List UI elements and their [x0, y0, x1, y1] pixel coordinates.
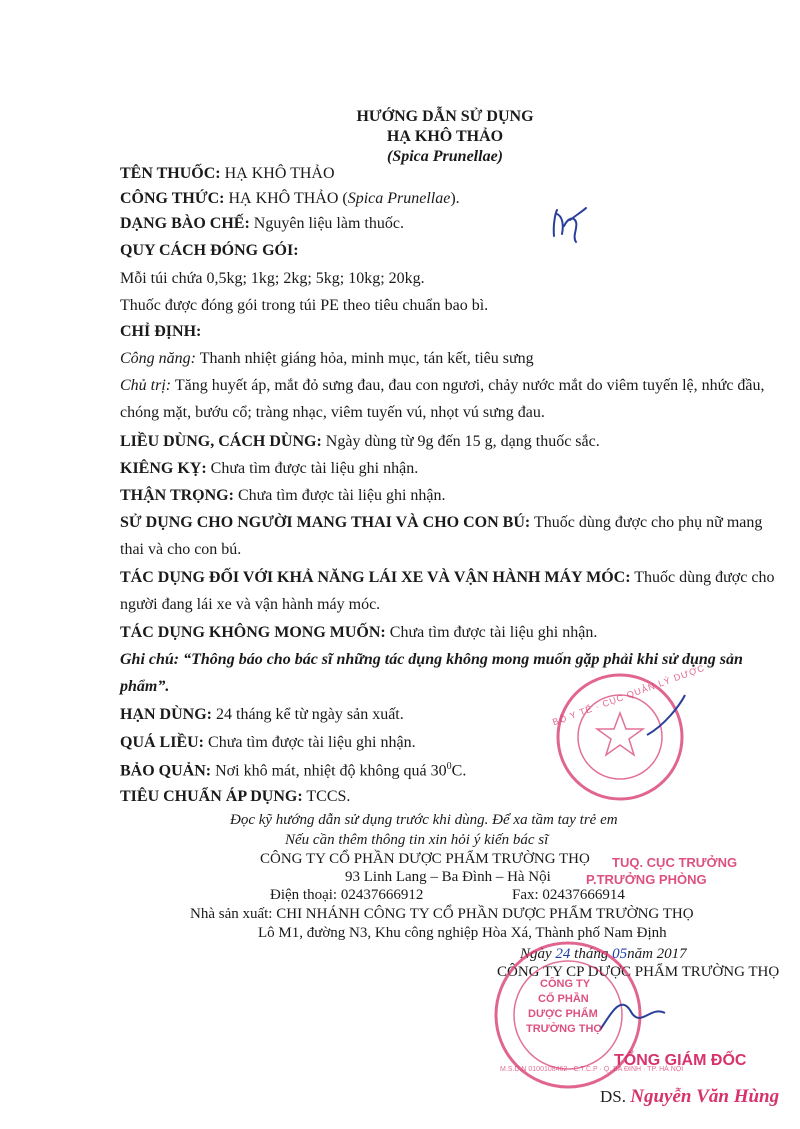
bao-quan-value: Nơi khô mát, nhiệt độ không quá 30 — [211, 762, 447, 780]
chi-dinh-label: CHỈ ĐỊNH: — [120, 323, 202, 340]
han-dung-label: HẠN DÙNG: — [120, 706, 212, 723]
ghi-chu-label: Ghi chú: — [120, 651, 180, 668]
kieng-ky-row — [120, 460, 780, 478]
warning-line1: Đọc kỹ hướng dẫn sử dụng trước khi dùng. Để xa tầm tay trẻ em — [230, 812, 618, 828]
dang-bao-che-row — [120, 215, 780, 233]
quy-cach-row — [120, 242, 780, 260]
signer-prefix: DS. — [600, 1087, 631, 1106]
chu-tri-value1: Tăng huyết áp, mắt đỏ sưng đau, đau con ngươi, chảy nước mắt do viêm tuyến lệ, nhức đầu, — [171, 377, 765, 394]
ten-thuoc-value: HẠ KHÔ THẢO — [220, 165, 335, 182]
ministry-stamp — [535, 662, 707, 810]
ten-thuoc-label: TÊN THUỐC: — [120, 165, 221, 182]
cong-thuc-value: HẠ KHÔ THẢO ( — [224, 190, 348, 207]
lai-xe-line2: người đang lái xe và vận hành máy móc. — [120, 596, 381, 613]
company-name: CÔNG TY CỔ PHẦN DƯỢC PHẨM TRƯỜNG THỌ — [260, 851, 590, 867]
mang-thai-value1: Thuốc dùng được cho phụ nữ mang — [530, 514, 763, 531]
khong-mong-muon-row — [120, 624, 780, 642]
than-trong-label: THẬN TRỌNG: — [120, 487, 234, 504]
lai-xe-label: TÁC DỤNG ĐỐI VỚI KHẢ NĂNG LÁI XE VÀ VẬN HÀNH MÁY MÓC: — [120, 569, 631, 586]
cong-nang-value: Thanh nhiệt giáng hỏa, minh mục, tán kết, tiêu sưng — [196, 350, 534, 367]
quy-cach-line1: Mỗi túi chứa 0,5kg; 1kg; 2kg; 5kg; 10kg; 20kg. — [120, 270, 425, 287]
side-stamp-line1: TUQ. CỤC TRƯỞNG — [612, 855, 738, 870]
latin-title: (Spica Prunellae) — [387, 148, 503, 165]
date-day: 24 — [555, 946, 571, 962]
quy-cach-label: QUY CÁCH ĐÓNG GÓI: — [120, 242, 299, 259]
chu-tri-label: Chủ trị: — [120, 377, 172, 394]
mang-thai-line2: thai và cho con bú. — [120, 541, 242, 558]
lieu-dung-label: LIỀU DÙNG, CÁCH DÙNG: — [120, 433, 322, 450]
company-stamp-line3: DƯỢC PHẨM — [528, 1008, 598, 1020]
ghi-chu-value1: “Thông báo cho bác sĩ những tác dụng không mong muốn gặp phải khi sử dụng sản — [179, 651, 743, 668]
kieng-ky-value: Chưa tìm được tài liệu ghi nhận. — [206, 460, 419, 477]
cong-thuc-label: CÔNG THỨC: — [120, 190, 225, 207]
chu-tri-row — [120, 377, 780, 395]
drug-title: HẠ KHÔ THẢO — [386, 128, 504, 145]
mang-thai-label: SỬ DỤNG CHO NGƯỜI MANG THAI VÀ CHO CON BÚ: — [120, 514, 531, 531]
manufacturer-address: Lô M1, đường N3, Khu công nghiệp Hòa Xá, Thành phố Nam Định — [258, 925, 667, 941]
company-stamp-line1: CÔNG TY — [540, 978, 591, 990]
initials-signature — [548, 206, 590, 246]
company-stamp — [480, 935, 670, 1105]
mang-thai-row — [120, 514, 780, 532]
qua-lieu-label: QUÁ LIỀU: — [120, 734, 205, 751]
cong-nang-label: Công năng: — [120, 350, 196, 367]
company-phone: Điện thoại: 02437666912 — [270, 887, 424, 903]
company-stamp-ring: M.S.D.N 0100108462 · C.T.C.P · Q. BA ĐÌNH · TP. HÀ NỘI — [500, 1066, 684, 1073]
lieu-dung-row — [120, 433, 780, 451]
dang-bao-che-value: Nguyên liệu làm thuốc. — [249, 215, 404, 232]
ghi-chu-line2: phẩm”. — [120, 678, 170, 695]
cong-thuc-latin: Spica Prunellae — [347, 190, 451, 207]
tieu-chuan-label: TIÊU CHUẨN ÁP DỤNG: — [120, 788, 303, 805]
bao-quan-unit: C. — [451, 762, 467, 780]
than-trong-value: Chưa tìm được tài liệu ghi nhận. — [233, 487, 446, 504]
cong-thuc-row — [120, 190, 780, 208]
cong-nang-row — [120, 350, 780, 368]
khong-mong-muon-label: TÁC DỤNG KHÔNG MONG MUỐN: — [120, 624, 386, 641]
dang-bao-che-label: DẠNG BÀO CHẾ: — [120, 215, 250, 232]
warning-line2: Nếu cần thêm thông tin xin hỏi ý kiến bác sĩ — [285, 832, 549, 848]
tieu-chuan-value: TCCS. — [302, 788, 351, 805]
doc-title: HƯỚNG DẪN SỬ DỤNG — [356, 108, 534, 125]
khong-mong-muon-value: Chưa tìm được tài liệu ghi nhận. — [385, 624, 598, 641]
qua-lieu-value: Chưa tìm được tài liệu ghi nhận. — [204, 734, 416, 751]
manufacturer: Nhà sản xuất: CHI NHÁNH CÔNG TY CỔ PHẦN DƯỢC PHẨM TRƯỜNG THỌ — [190, 906, 694, 922]
signer-company: CÔNG TY CP DƯỢC PHẨM TRƯỜNG THỌ — [497, 964, 780, 980]
company-stamp-line2: CỔ PHẦN — [538, 993, 589, 1005]
date-suffix: năm 2017 — [627, 946, 687, 962]
signer-name: Nguyễn Văn Hùng — [630, 1086, 780, 1107]
side-stamp-line2: P.TRƯỞNG PHÒNG — [586, 872, 707, 887]
chi-dinh-row — [120, 323, 780, 341]
quy-cach-line2: Thuốc được đóng gói trong túi PE theo tiêu chuẩn bao bì. — [120, 297, 489, 314]
kieng-ky-label: KIÊNG KỴ: — [120, 460, 207, 477]
han-dung-value: 24 tháng kể từ ngày sản xuất. — [212, 706, 404, 723]
company-stamp-line4: TRƯỜNG THỌ — [526, 1023, 602, 1035]
date-prefix: Ngày — [520, 946, 556, 962]
ten-thuoc-row — [120, 165, 780, 183]
lieu-dung-value: Ngày dùng từ 9g đến 15 g, dạng thuốc sắc. — [321, 433, 600, 450]
cong-thuc-end: ). — [450, 190, 460, 207]
bao-quan-degree: 0 — [446, 761, 452, 772]
date-month: 05 — [612, 946, 628, 962]
chu-tri-line2: chóng mặt, bướu cổ; tràng nhạc, viêm tuyến vú, nhọt vú sưng đau. — [120, 404, 545, 421]
date-mid: tháng — [570, 946, 613, 962]
company-address: 93 Linh Lang – Ba Đình – Hà Nội — [345, 869, 551, 885]
lai-xe-row — [120, 569, 780, 587]
ministry-stamp-text: BỘ Y TẾ · CỤC QUẢN LÝ DƯỢC — [551, 662, 707, 728]
signer-title: TỔNG GIÁM ĐỐC — [614, 1052, 747, 1069]
bao-quan-label: BẢO QUẢN: — [120, 762, 212, 780]
company-fax: Fax: 02437666914 — [512, 887, 625, 903]
lai-xe-value1: Thuốc dùng được cho — [630, 569, 775, 586]
than-trong-row — [120, 487, 780, 505]
